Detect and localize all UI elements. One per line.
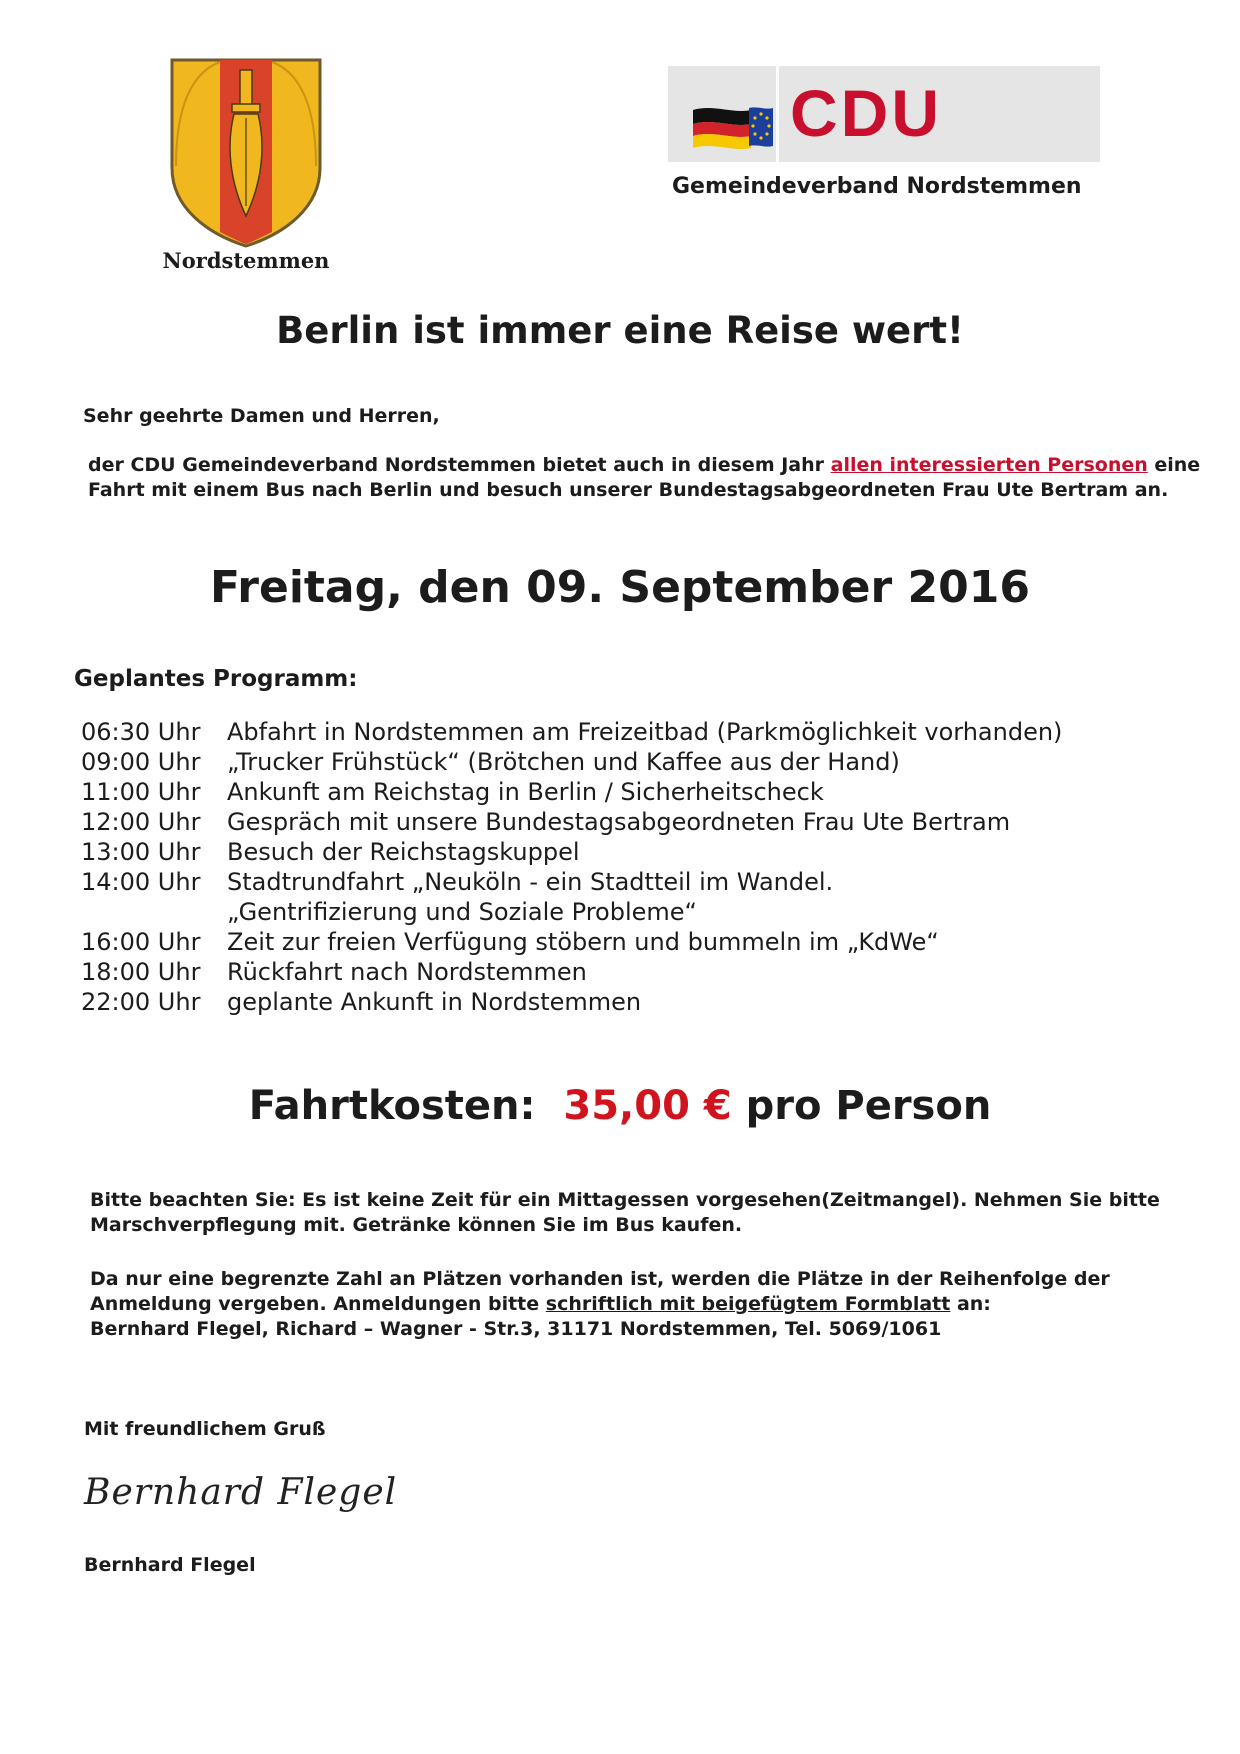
cdu-logo-text: CDU xyxy=(790,76,942,150)
page-title: Berlin ist immer eine Reise wert! xyxy=(276,309,964,352)
schedule-list xyxy=(81,717,1062,1017)
cost-price: 35,00 € xyxy=(563,1083,732,1129)
closing: Mit freundlichem Gruß xyxy=(84,1418,326,1440)
schedule-text: Stadtrundfahrt „Neuköln - ein Stadtteil im Wandel. xyxy=(227,868,834,896)
schedule-text: „Trucker Frühstück“ (Brötchen und Kaffee aus der Hand) xyxy=(227,748,900,776)
schedule-row xyxy=(81,717,1062,747)
schedule-row xyxy=(81,987,1062,1017)
schedule-row xyxy=(81,747,1062,777)
signer-name: Bernhard Flegel xyxy=(84,1554,256,1576)
cdu-logo-divider xyxy=(776,66,779,162)
schedule-text: Besuch der Reichstagskuppel xyxy=(227,838,580,866)
schedule-time: 22:00 Uhr xyxy=(81,988,201,1016)
schedule-time: 13:00 Uhr xyxy=(81,838,201,866)
cost-suffix: pro Person xyxy=(745,1083,992,1129)
cdu-subtitle: Gemeindeverband Nordstemmen xyxy=(672,174,1082,199)
schedule-time xyxy=(81,897,227,927)
schedule-time: 18:00 Uhr xyxy=(81,958,201,986)
schedule-text: Zeit zur freien Verfügung stöbern und bummeln im „KdWe“ xyxy=(227,928,939,956)
schedule-time: 16:00 Uhr xyxy=(81,928,201,956)
schedule-time: 06:30 Uhr xyxy=(81,718,201,746)
intro-link-text: allen interessierten Personen xyxy=(830,454,1148,476)
program-label: Geplantes Programm: xyxy=(74,666,358,692)
handwritten-signature: Bernhard Flegel xyxy=(84,1472,398,1513)
schedule-text: „Gentrifizierung und Soziale Probleme“ xyxy=(227,898,697,926)
schedule-text: Ankunft am Reichstag in Berlin / Sicherheitscheck xyxy=(227,778,824,806)
coat-caption: Nordstemmen xyxy=(162,248,330,273)
registration-line-3: Bernhard Flegel, Richard – Wagner - Str.3, 31171 Nordstemmen, Tel. 5069/1061 xyxy=(90,1318,942,1340)
coat-of-arms-emblem xyxy=(168,56,324,248)
registration-info xyxy=(90,1267,1200,1342)
schedule-time: 09:00 Uhr xyxy=(81,748,201,776)
schedule-text: geplante Ankunft in Nordstemmen xyxy=(227,988,642,1016)
registration-underlined: schriftlich mit beigefügtem Formblatt xyxy=(545,1293,951,1315)
schedule-row xyxy=(81,867,1062,897)
travel-cost xyxy=(0,1083,1240,1129)
coat-of-arms-icon xyxy=(168,56,324,248)
registration-text-before: Anmeldung vergeben. Anmeldungen bitte xyxy=(90,1293,546,1315)
event-date-heading: Freitag, den 09. September 2016 xyxy=(210,562,1030,613)
registration-text-after: an: xyxy=(950,1293,991,1315)
schedule-row xyxy=(81,957,1062,987)
schedule-time: 14:00 Uhr xyxy=(81,868,201,896)
german-eu-flag-icon xyxy=(693,104,773,150)
intro-text-after: eine Fahrt mit einem Bus nach Berlin und besuch unserer Bundestagsabgeordneten Frau Ute Bertram an. xyxy=(88,454,1201,501)
schedule-row xyxy=(81,807,1062,837)
registration-line-1: Da nur eine begrenzte Zahl an Plätzen vorhanden ist, werden die Plätze in der Reihenfolge der xyxy=(90,1268,1110,1290)
schedule-row xyxy=(81,897,1062,927)
schedule-row xyxy=(81,927,1062,957)
schedule-row xyxy=(81,837,1062,867)
intro-paragraph xyxy=(88,453,1208,503)
intro-text-before: der CDU Gemeindeverband Nordstemmen bietet auch in diesem Jahr xyxy=(88,454,831,476)
schedule-row xyxy=(81,777,1062,807)
schedule-text: Gespräch mit unsere Bundestagsabgeordneten Frau Ute Bertram xyxy=(227,808,1011,836)
registration-line-2 xyxy=(90,1292,1200,1317)
greeting: Sehr geehrte Damen und Herren, xyxy=(83,405,440,427)
schedule-text: Rückfahrt nach Nordstemmen xyxy=(227,958,587,986)
schedule-text: Abfahrt in Nordstemmen am Freizeitbad (Parkmöglichkeit vorhanden) xyxy=(227,718,1063,746)
schedule-time: 12:00 Uhr xyxy=(81,808,201,836)
schedule-time: 11:00 Uhr xyxy=(81,778,201,806)
lunch-note: Bitte beachten Sie: Es ist keine Zeit für ein Mittagessen vorgesehen(Zeitmangel). Nehmen Sie bitte Marschverpflegung mit. Getränke können Sie im Bus kaufen. xyxy=(90,1189,1160,1236)
cost-label: Fahrtkosten: xyxy=(248,1083,536,1129)
